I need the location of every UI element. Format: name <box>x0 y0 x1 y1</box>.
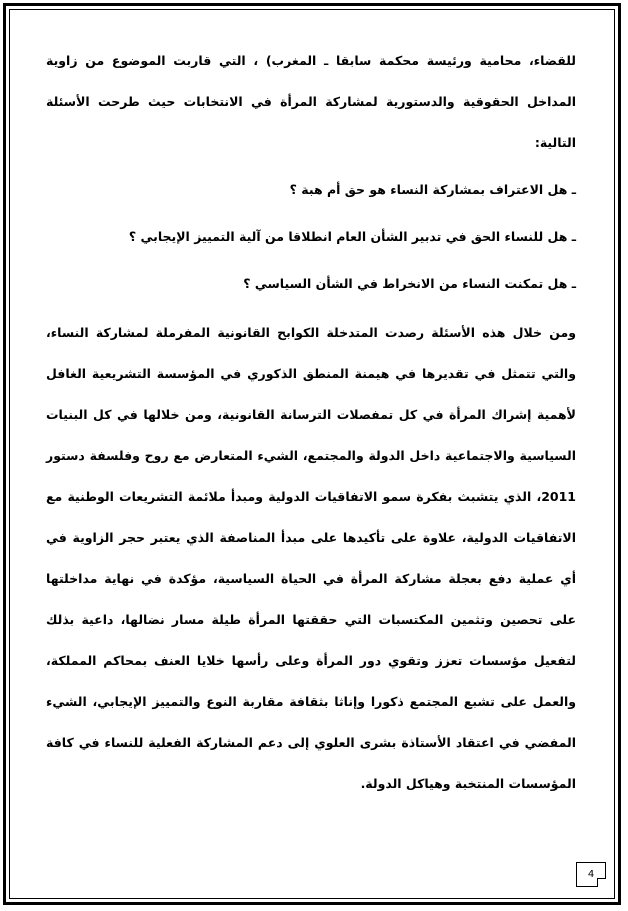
page-number-box <box>576 862 606 887</box>
question-2: ـ هل للنساء الحق في تدبير الشأن العام انطلاقا من آلية التمييز الإيجابي ؟ <box>128 229 576 244</box>
question-3: ـ هل تمكنت النساء من الانخراط في الشأن السياسي ؟ <box>243 276 576 291</box>
page-fold-icon <box>597 878 606 887</box>
document-body <box>46 40 576 804</box>
page-number: 4 <box>587 869 595 880</box>
question-1: ـ هل الاعتراف بمشاركة النساء هو حق أم هبة ؟ <box>289 182 576 197</box>
body-paragraph: ومن خلال هذه الأسئلة رصدت المتدخلة الكوابح القانونية المفرملة لمشاركة النساء، والتي تتمثل في تقديرها في هيمنة المنطق الذكوري في المؤسسة التشريعية الغافل لأهمية إشراك المرأة في كل تمفصلات الترسانة القانونية، ومن خلالها في كل البنيات السياسية والاجتماعية داخل الدولة والمجتمع، الشيء المتعارض مع روح وفلسفة دستور 2011، الذي يتشبث بفكرة سمو الاتفاقيات الدولية ومبدأ ملائمة التشريعات الوطنية مع الاتفاقيات الدولية، علاوة على تأكيدها على مبدأ المناصفة الذي يعتبر حجر الزاوية في أي عملية دفع بعجلة مشاركة المرأة في الحياة السياسية، مؤكدة في نهاية مداخلتها على تحصين وتثمين المكتسبات التي حققتها المرأة طيلة مسار نضالها، داعية بذلك لتفعيل مؤسسات تعزز وتقوي دور المرأة وعلى رأسها خلايا العنف بمحاكم المملكة، والعمل على تشبع المجتمع ذكورا وإناثا بثقافة مقاربة النوع والتمييز الإيجابي، الشيء المفضي في اعتقاد الأستاذة بشرى العلوي إلى دعم المشاركة الفعلية للنساء في كافة المؤسسات المنتخبة وهياكل الدولة. <box>46 325 576 791</box>
intro-paragraph: للقضاء، محامية ورئيسة محكمة سابقا ـ المغرب) ، التي قاربت الموضوع من زاوية المداخل الحقوقية والدستورية لمشاركة المرأة في الانتخابات حيث طرحت الأسئلة التالية: <box>46 53 576 150</box>
